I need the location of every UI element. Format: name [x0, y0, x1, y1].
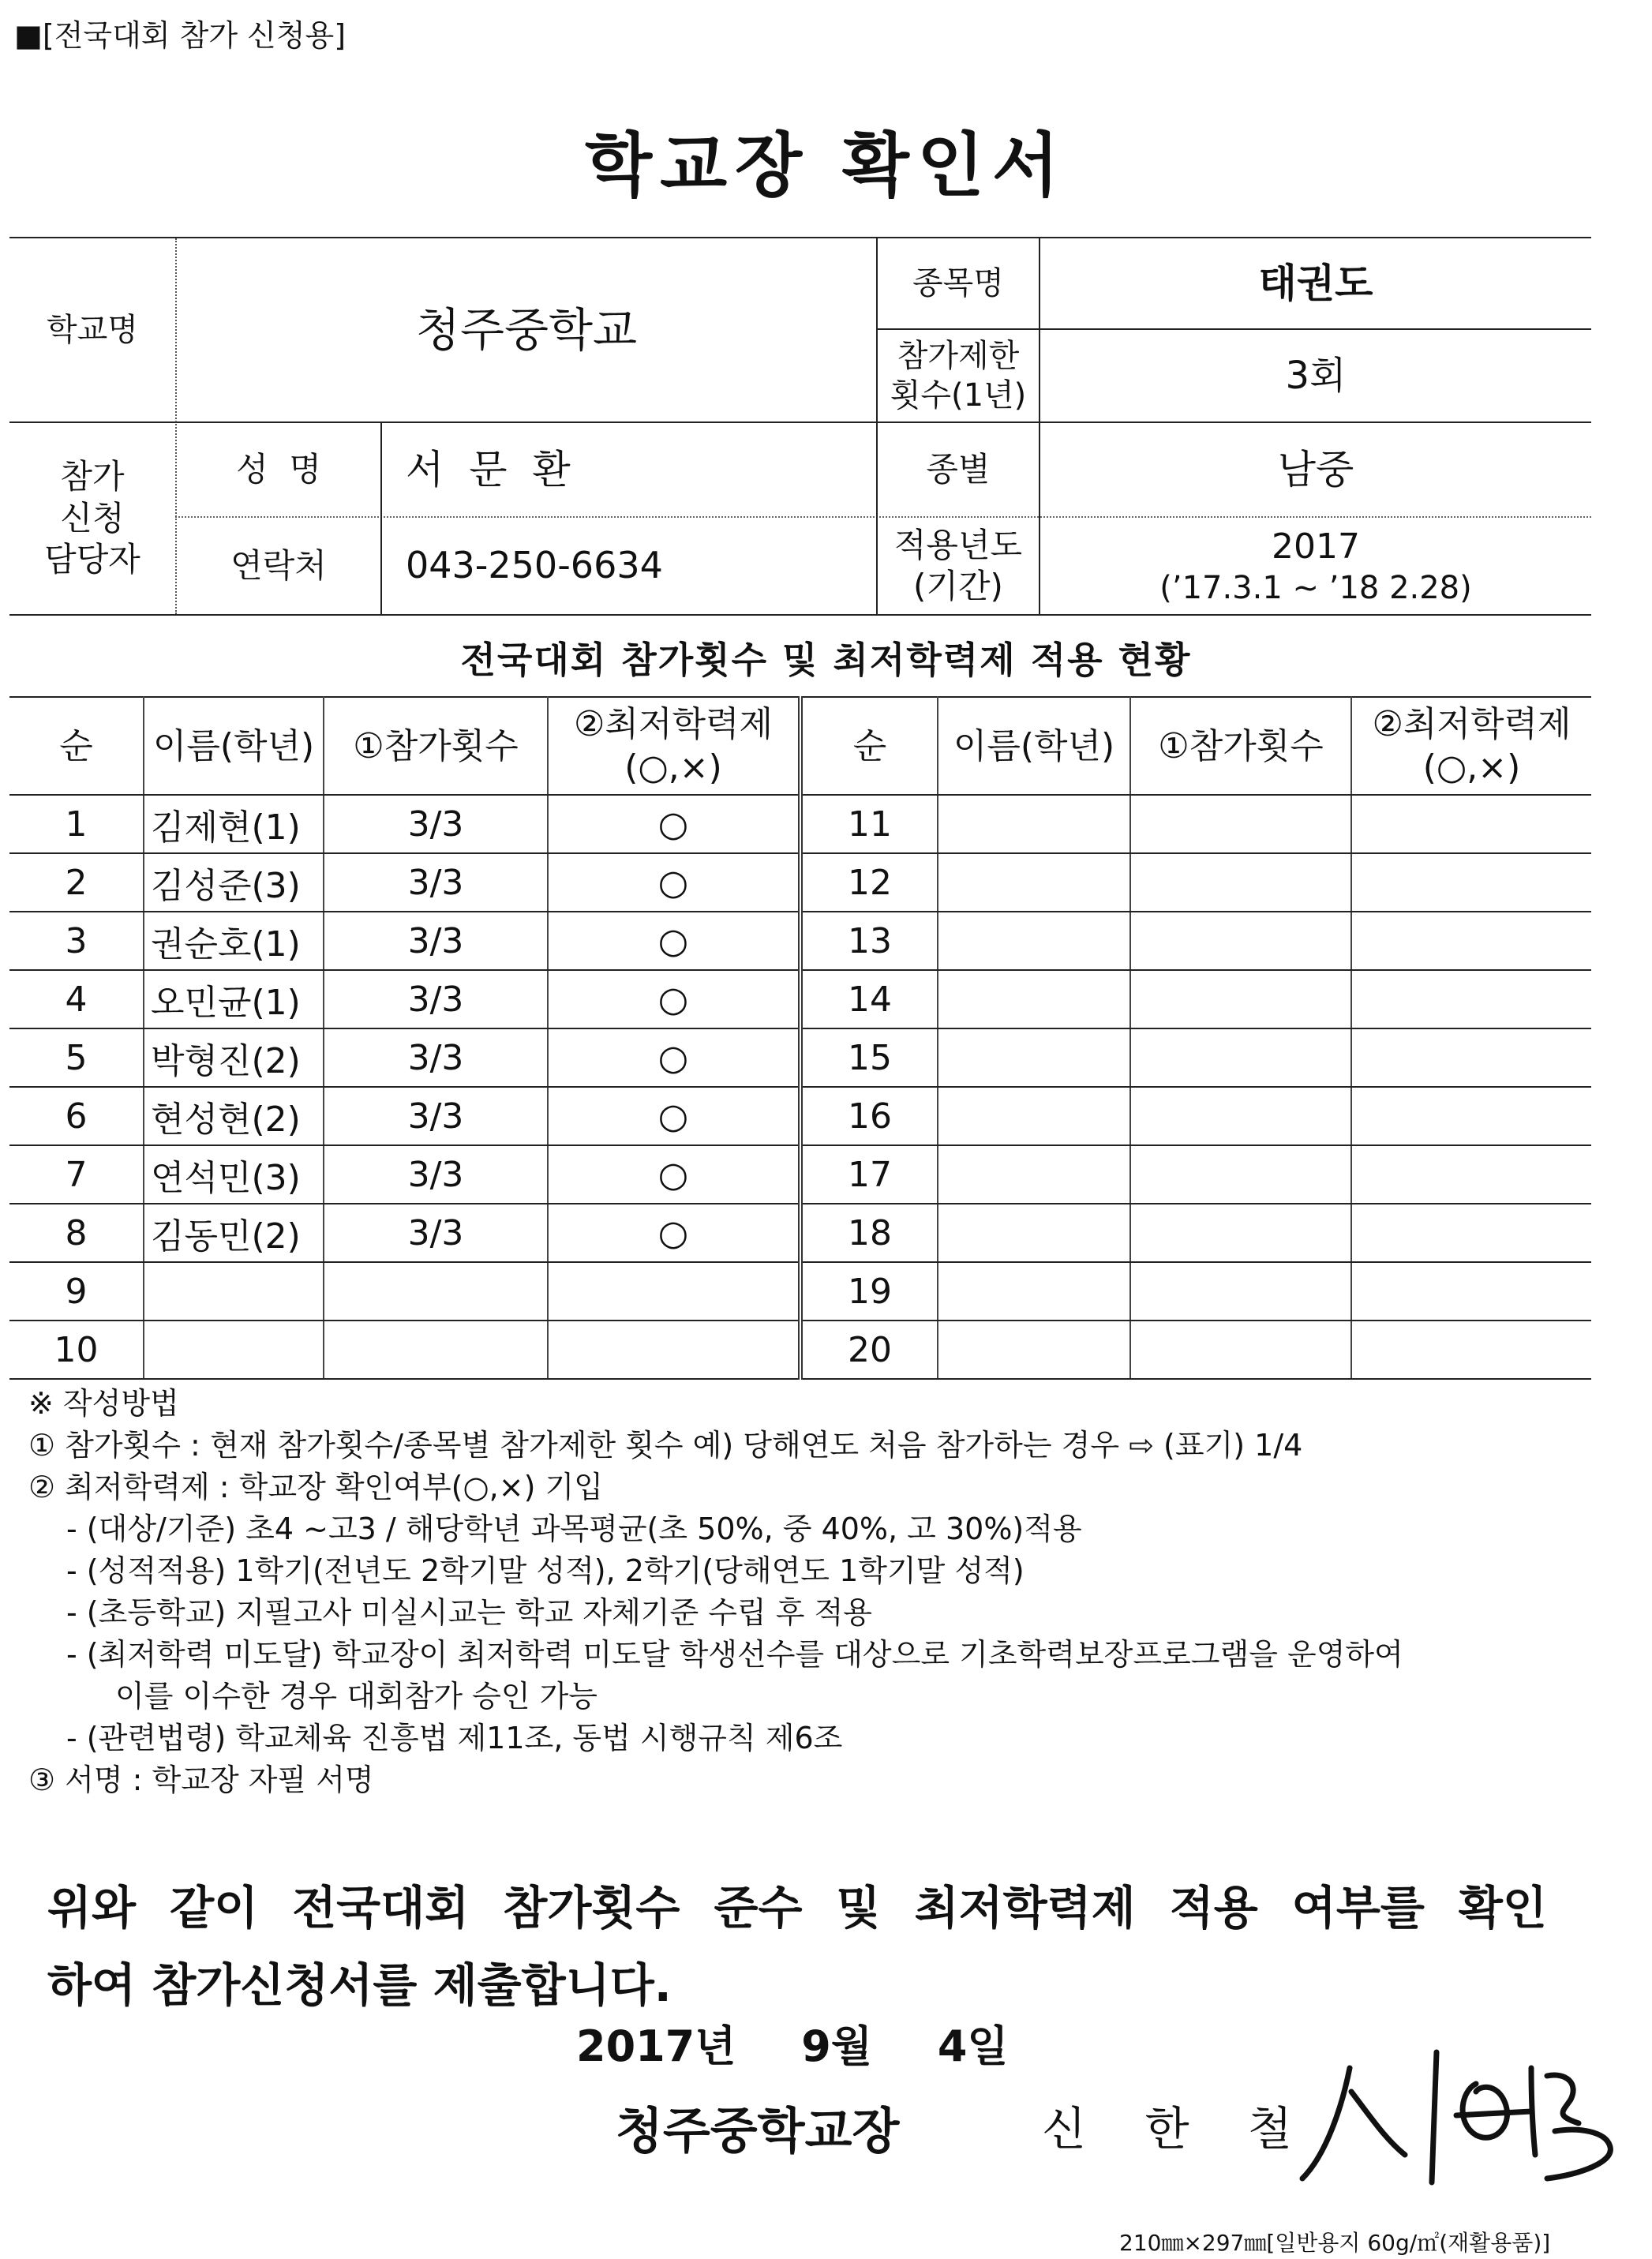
row-count-right [1130, 795, 1351, 853]
row-count-right [1130, 1204, 1351, 1262]
row-no-right: 19 [800, 1262, 938, 1321]
row-no: 3 [9, 912, 144, 970]
confirmation-word: 적용 [1169, 1881, 1258, 1935]
row-no: 1 [9, 795, 144, 853]
row-count: 3/3 [324, 1145, 548, 1204]
contact-person-label [9, 423, 175, 614]
confirmation-word: 최저학력제 [914, 1881, 1136, 1935]
table-row [9, 970, 1591, 1028]
row-name: 박형진(2) [144, 1028, 324, 1087]
row-name: 연석민(3) [144, 1145, 324, 1204]
row-no: 10 [9, 1321, 144, 1379]
row-count: 3/3 [324, 795, 548, 853]
apply-year: 2017 [1272, 526, 1360, 567]
row-name [144, 1262, 324, 1321]
note-1: ① 참가횟수 : 현재 참가횟수/종목별 참가제한 횟수 예) 당해연도 처음 참가하는 경우 ⇨ (표기) 1/4 [28, 1428, 1303, 1463]
row-no-right: 17 [800, 1145, 938, 1204]
row-min-academic-right [1351, 853, 1591, 912]
table-header-row [9, 697, 1591, 795]
row-min-academic: ○ [548, 1087, 800, 1145]
row-count: 3/3 [324, 1204, 548, 1262]
limit-label-line2: 횟수(1년) [890, 377, 1027, 414]
document-title: 학교장 확인서 [585, 125, 1067, 206]
table-row [9, 1028, 1591, 1087]
contact-label-line2: 신청 [60, 498, 125, 538]
confirmation-word: 전국대회 [292, 1881, 470, 1935]
row-min-academic [548, 1262, 800, 1321]
row-name-right [938, 1321, 1130, 1379]
name-label: 성 명 [236, 449, 321, 489]
date-day: 4일 [937, 2021, 1009, 2071]
row-name-right [938, 1262, 1130, 1321]
signing-date [576, 2013, 1059, 2074]
header-min-line2-right: (○,×) [1422, 747, 1521, 788]
person-name-value: 서 문 환 [406, 446, 577, 493]
contact-label-line1: 참가 [60, 457, 125, 496]
row-no: 6 [9, 1087, 144, 1145]
note-2-detail-4-cont: 이를 이수한 경우 대회참가 승인 가능 [115, 1679, 598, 1714]
row-min-academic-right [1351, 1321, 1591, 1379]
instructions-heading: ※ 작성방법 [28, 1386, 179, 1421]
row-name: 김제현(1) [144, 795, 324, 853]
header-no: 순 [9, 697, 144, 795]
gender-category-value: 남중 [1277, 446, 1354, 493]
row-count: 3/3 [324, 912, 548, 970]
apply-year-label-line1: 적용년도 [893, 525, 1023, 564]
limit-label-line1: 참가제한 [897, 338, 1020, 374]
header-min-line1-right: ②최저학력제 [1372, 704, 1571, 744]
confirmation-word: 준수 [714, 1881, 803, 1935]
header-no-right: 순 [800, 697, 938, 795]
header-count-right: ①참가횟수 [1130, 697, 1351, 795]
row-min-academic: ○ [548, 1028, 800, 1087]
table-row [9, 1262, 1591, 1321]
row-min-academic: ○ [548, 1145, 800, 1204]
note-2-detail-1: - (대상/기준) 초4 ~고3 / 해당학년 과목평균(초 50%, 중 40%, 고 30%)적용 [66, 1512, 1082, 1546]
gender-category-label: 종별 [926, 449, 991, 489]
row-name-right [938, 853, 1130, 912]
row-name-right [938, 1145, 1130, 1204]
row-name [144, 1321, 324, 1379]
confirmation-word: 참가횟수 [503, 1881, 680, 1935]
row-no: 4 [9, 970, 144, 1028]
header-count: ①참가횟수 [324, 697, 548, 795]
paper-spec-footer: 210㎜×297㎜[일반용지 60g/㎡(재활용품)] [1119, 2230, 1551, 2256]
table-row [9, 1321, 1591, 1379]
row-count-right [1130, 853, 1351, 912]
phone-label: 연락처 [230, 545, 327, 585]
row-name: 오민균(1) [144, 970, 324, 1028]
row-no: 7 [9, 1145, 144, 1204]
note-3: ③ 서명 : 학교장 자필 서명 [28, 1763, 374, 1797]
confirmation-word: 확인 [1458, 1881, 1547, 1935]
row-name-right [938, 1087, 1130, 1145]
row-no-right: 14 [800, 970, 938, 1028]
row-count-right [1130, 1028, 1351, 1087]
row-no-right: 15 [800, 1028, 938, 1087]
row-name-right [938, 1028, 1130, 1087]
header-min-academic [548, 697, 800, 795]
row-count [324, 1262, 548, 1321]
row-name-right [938, 1204, 1130, 1262]
row-min-academic: ○ [548, 970, 800, 1028]
row-min-academic-right [1351, 970, 1591, 1028]
signer-title: 청주중학교장 [616, 2102, 900, 2160]
row-no-right: 20 [800, 1321, 938, 1379]
confirmation-word: 및 [836, 1881, 881, 1935]
table-row [9, 1087, 1591, 1145]
phone-value: 043-250-6634 [406, 544, 663, 587]
table-row [9, 912, 1591, 970]
row-name: 권순호(1) [144, 912, 324, 970]
school-name-value: 청주중학교 [415, 302, 638, 357]
row-count: 3/3 [324, 853, 548, 912]
row-min-academic-right [1351, 912, 1591, 970]
header-min-academic-right [1351, 697, 1591, 795]
note-2-detail-4: - (최저학력 미도달) 학교장이 최저학력 미도달 학생선수를 대상으로 기초학력보장프로그램을 운영하여 [66, 1637, 1403, 1672]
row-name: 김성준(3) [144, 853, 324, 912]
row-count-right [1130, 1087, 1351, 1145]
row-count-right [1130, 1321, 1351, 1379]
row-no-right: 13 [800, 912, 938, 970]
date-month: 9월 [801, 2021, 873, 2071]
row-min-academic: ○ [548, 853, 800, 912]
confirmation-statement [47, 1869, 1547, 2024]
confirmation-line-1 [47, 1869, 1547, 1946]
principal-name: 신 한 철 [1042, 2102, 1314, 2156]
row-name-right [938, 970, 1130, 1028]
confirmation-word: 여부를 [1291, 1881, 1425, 1935]
header-name: 이름(학년) [144, 697, 324, 795]
date-year: 2017년 [576, 2021, 736, 2071]
apply-year-label [878, 518, 1039, 614]
row-count [324, 1321, 548, 1379]
row-min-academic-right [1351, 1204, 1591, 1262]
row-min-academic: ○ [548, 912, 800, 970]
row-no-right: 16 [800, 1087, 938, 1145]
table-row [9, 1145, 1591, 1204]
row-no: 2 [9, 853, 144, 912]
row-min-academic-right [1351, 1028, 1591, 1087]
school-name-label: 학교명 [47, 312, 138, 348]
confirmation-word: 같이 [170, 1881, 259, 1935]
section-title: 전국대회 참가횟수 및 최저학력제 적용 현황 [460, 639, 1192, 681]
note-2-detail-3: - (초등학교) 지필고사 미실시교는 학교 자체기준 수립 후 적용 [66, 1595, 872, 1630]
row-no: 5 [9, 1028, 144, 1087]
row-count: 3/3 [324, 1028, 548, 1087]
note-2-detail-2: - (성적적용) 1학기(전년도 2학기말 성적), 2학기(당해연도 1학기말 성적) [66, 1553, 1025, 1588]
participation-limit-label [878, 330, 1039, 421]
header-min-line2: (○,×) [624, 747, 722, 788]
row-name-right [938, 795, 1130, 853]
header-min-line1: ②최저학력제 [574, 704, 773, 744]
row-min-academic-right [1351, 1262, 1591, 1321]
row-min-academic-right [1351, 1145, 1591, 1204]
row-count-right [1130, 1145, 1351, 1204]
row-min-academic [548, 1321, 800, 1379]
row-name-right [938, 912, 1130, 970]
row-count-right [1130, 970, 1351, 1028]
sport-label: 종목명 [912, 265, 1004, 302]
row-name: 김동민(2) [144, 1204, 324, 1262]
participation-limit-value: 3회 [1285, 354, 1347, 398]
confirmation-line-2: 하여 참가신청서를 제출합니다. [47, 1958, 672, 2012]
table-row [9, 795, 1591, 853]
participation-table [9, 696, 1591, 1380]
row-count-right [1130, 912, 1351, 970]
row-no-right: 18 [800, 1204, 938, 1262]
confirmation-word: 위와 [47, 1881, 137, 1935]
row-count: 3/3 [324, 1087, 548, 1145]
apply-year-label-line2: (기간) [913, 567, 1003, 605]
table-row [9, 853, 1591, 912]
handwritten-signature [1294, 2036, 1626, 2194]
header-name-right: 이름(학년) [938, 697, 1130, 795]
table-row [9, 1204, 1591, 1262]
row-min-academic: ○ [548, 795, 800, 853]
instructions [28, 1383, 1623, 1801]
row-no-right: 11 [800, 795, 938, 853]
row-no: 8 [9, 1204, 144, 1262]
note-2: ② 최저학력제 : 학교장 확인여부(○,×) 기입 [28, 1470, 603, 1504]
row-no-right: 12 [800, 853, 938, 912]
row-count-right [1130, 1262, 1351, 1321]
apply-year-value [1040, 518, 1591, 614]
row-min-academic-right [1351, 795, 1591, 853]
row-count: 3/3 [324, 970, 548, 1028]
row-min-academic-right [1351, 1087, 1591, 1145]
contact-label-line3: 담당자 [44, 540, 140, 579]
row-no: 9 [9, 1262, 144, 1321]
form-category-tag: ■[전국대회 참가 신청용] [14, 18, 347, 53]
apply-period: (’17.3.1 ~ ’18 2.28) [1159, 569, 1472, 606]
sport-value: 태권도 [1258, 260, 1373, 306]
row-min-academic: ○ [548, 1204, 800, 1262]
note-2-detail-5: - (관련법령) 학교체육 진흥법 제11조, 동법 시행규칙 제6조 [66, 1721, 843, 1755]
row-name: 현성현(2) [144, 1087, 324, 1145]
